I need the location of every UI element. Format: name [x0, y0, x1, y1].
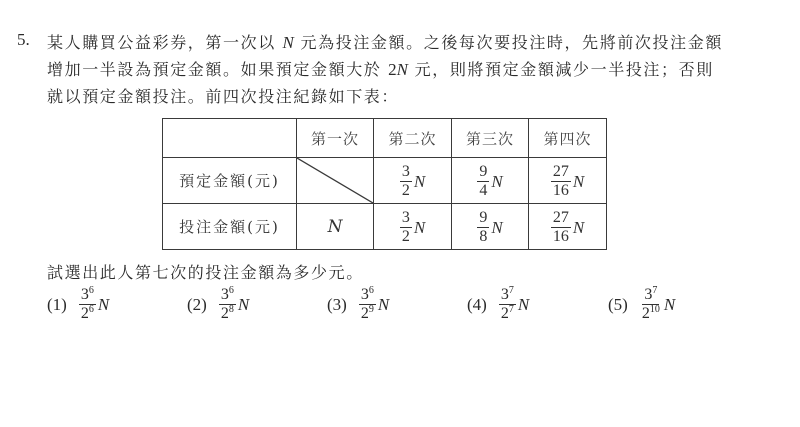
option-4[interactable]: [467, 287, 529, 322]
variable-n: N: [327, 216, 343, 237]
diagonal-empty-cell: [297, 158, 374, 204]
fraction-expression: [477, 210, 502, 245]
betting-record-table: [162, 118, 607, 250]
table-cell-fraction: [374, 204, 452, 250]
table-cell-fraction: [529, 204, 607, 250]
option-label: (4): [467, 294, 487, 314]
text-segment: 元為投注金額。之後每次要投注時，先將前次投注金額: [293, 33, 723, 52]
base: 2: [360, 305, 369, 322]
denominator: 4: [479, 182, 488, 199]
base: 3: [644, 286, 653, 303]
base: 2: [220, 305, 229, 322]
option-1[interactable]: [47, 287, 109, 322]
fraction: [359, 287, 376, 322]
exponent: 8: [228, 304, 234, 315]
numerator: 9: [479, 209, 488, 226]
table-header-3rd: 第三次: [452, 119, 529, 158]
option-label: (1): [47, 294, 67, 314]
variable-n: N: [413, 171, 426, 191]
variable-n: N: [491, 171, 503, 191]
table-header-row: [163, 119, 607, 158]
table-header-2nd: 第二次: [374, 119, 452, 158]
base: 2: [80, 305, 89, 322]
numerator: [359, 287, 376, 305]
fraction-expression: [551, 164, 584, 199]
option-label: (5): [608, 294, 628, 314]
fraction-expression: [400, 210, 425, 245]
fraction: [400, 210, 412, 245]
fraction: [551, 210, 571, 245]
text-segment: 某人購買公益彩券，第一次以: [47, 33, 283, 52]
table-header-4th: 第四次: [529, 119, 607, 158]
table-cell-fraction: [374, 158, 452, 204]
denominator: 8: [479, 228, 488, 245]
variable-n: N: [572, 171, 585, 191]
base: 3: [500, 286, 509, 303]
variable-n: N: [491, 217, 503, 237]
denominator: [359, 305, 376, 322]
fraction-expression: [400, 164, 425, 199]
question-prompt: 試選出此人第七次的投注金額為多少元。: [47, 263, 364, 282]
numerator: 9: [479, 163, 488, 180]
variable-n: N: [517, 294, 530, 314]
denominator: 2: [401, 228, 410, 245]
denominator: 16: [552, 182, 569, 199]
question-text-line-2: [47, 57, 714, 80]
exponent: 6: [88, 285, 94, 296]
numerator: [642, 287, 659, 305]
numerator: 27: [552, 163, 569, 180]
table-row-bet-amount: [163, 204, 607, 250]
fraction: [400, 164, 412, 199]
variable-n: N: [377, 294, 390, 314]
variable-n: N: [572, 217, 585, 237]
base: 3: [80, 286, 89, 303]
base: 3: [220, 286, 229, 303]
numerator: [219, 287, 236, 305]
row-label-planned-amount: 預定金額(元): [163, 158, 297, 204]
variable-n: N: [396, 60, 408, 79]
variable-n: N: [282, 33, 294, 52]
table-cell-fraction: [529, 158, 607, 204]
number-2: 2: [388, 60, 397, 79]
option-2[interactable]: [187, 287, 249, 322]
variable-n: N: [237, 294, 250, 314]
question-text-line-1: [47, 30, 723, 53]
table-corner-cell: [163, 119, 297, 158]
denominator: 2: [401, 182, 410, 199]
text-segment: 增加一半設為預定金額。如果預定金額大於: [47, 60, 389, 79]
numerator: [79, 287, 96, 305]
denominator: [79, 305, 96, 322]
fraction: [477, 164, 489, 199]
table-cell-fraction: [452, 158, 529, 204]
table-cell-fraction: [452, 204, 529, 250]
option-label: (2): [187, 294, 207, 314]
table-row-planned-amount: [163, 158, 607, 204]
base: 2: [641, 305, 650, 322]
table-header-1st: 第一次: [297, 119, 374, 158]
exponent: 7: [508, 285, 514, 296]
numerator: 3: [401, 209, 410, 226]
question-number: 5.: [17, 30, 30, 49]
fraction: [219, 287, 236, 322]
exponent: 6: [88, 304, 94, 315]
exponent: 6: [368, 285, 374, 296]
question-text-line-3: 就以預定金額投注。前四次投注紀錄如下表：: [47, 87, 400, 106]
diagonal-line: [297, 158, 373, 203]
variable-n: N: [413, 217, 426, 237]
option-3[interactable]: [327, 287, 389, 322]
numerator: 3: [401, 163, 410, 180]
variable-n: N: [97, 294, 110, 314]
fraction: [499, 287, 516, 322]
option-5[interactable]: [608, 287, 675, 322]
text-segment: 元，則將預定金額減少一半投注；否則: [407, 60, 714, 79]
fraction: [79, 287, 96, 322]
numerator: [499, 287, 516, 305]
fraction-expression: [477, 164, 502, 199]
exponent: 6: [228, 285, 234, 296]
denominator: [499, 305, 516, 322]
fraction-expression: [551, 210, 584, 245]
numerator: 27: [552, 209, 569, 226]
option-label: (3): [327, 294, 347, 314]
fraction: [640, 287, 662, 322]
exponent: 10: [649, 304, 660, 315]
exponent: 7: [508, 304, 514, 315]
fraction: [477, 210, 489, 245]
exponent: 9: [368, 304, 374, 315]
variable-n: N: [663, 294, 676, 314]
denominator: [640, 305, 662, 322]
table-cell-variable: [297, 204, 374, 250]
fraction: [551, 164, 571, 199]
exponent: 7: [652, 285, 658, 296]
denominator: [219, 305, 236, 322]
base: 2: [500, 305, 509, 322]
base: 3: [360, 286, 369, 303]
denominator: 16: [552, 228, 569, 245]
row-label-bet-amount: 投注金額(元): [163, 204, 297, 250]
